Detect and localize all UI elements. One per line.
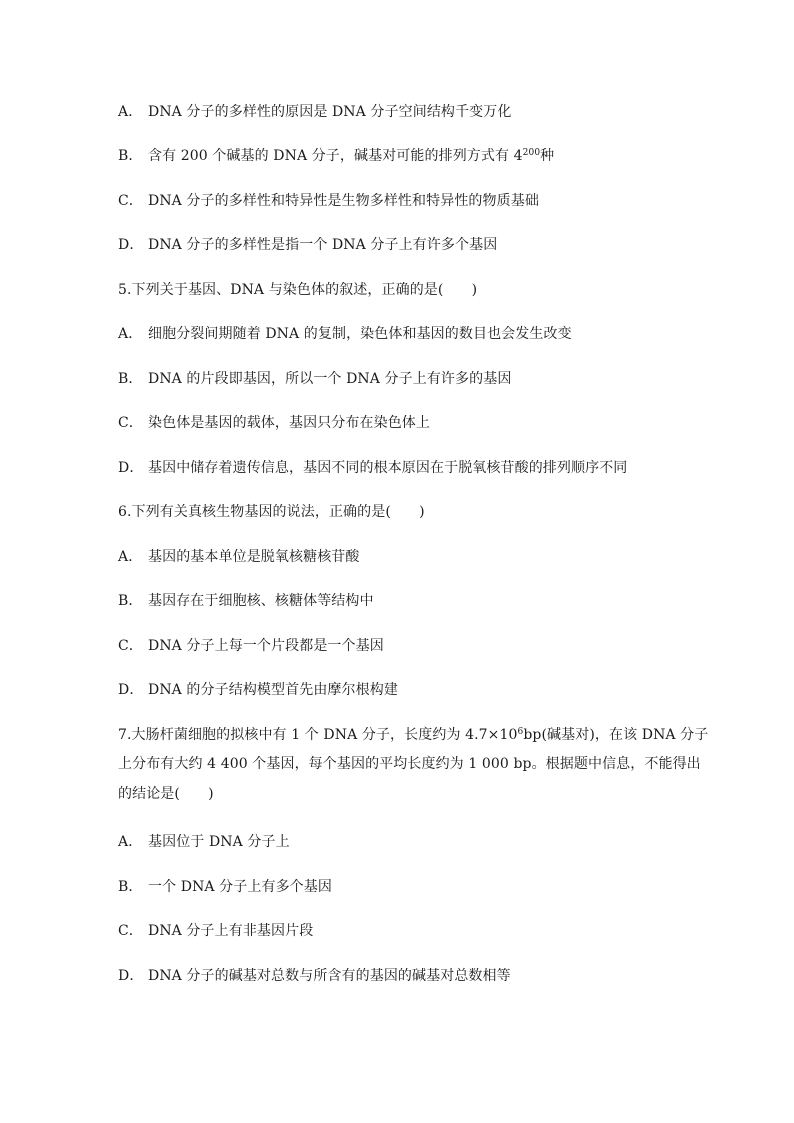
option-label: B． <box>118 879 143 895</box>
option-label: D． <box>118 460 144 476</box>
option-text: 含有 200 个碱基的 DNA 分子，碱基对可能的排列方式有 4 <box>148 148 523 164</box>
q5-option-a <box>118 324 572 344</box>
q6-option-b <box>118 591 374 611</box>
question-6-stem: 6.下列有关真核生物基因的说法，正确的是( ) <box>118 504 425 520</box>
option-label: A． <box>118 326 143 342</box>
prev-option-b <box>118 146 554 166</box>
option-label: C． <box>118 193 143 209</box>
q7-option-c <box>118 921 313 941</box>
q6-option-d <box>118 680 398 700</box>
superscript: 200 <box>522 148 541 158</box>
question-7-stem-line-3: 的结论是( ) <box>118 786 214 802</box>
q7-option-a <box>118 832 290 852</box>
option-label: B． <box>118 593 143 609</box>
option-label: A． <box>118 834 143 850</box>
question-7-stem-line-2: 上分布有大约 4 400 个基因，每个基因的平均长度约为 1 000 bp。根据题中信息，不能得出 <box>118 756 701 772</box>
option-text: DNA 分子的多样性和特异性是生物多样性和特异性的物质基础 <box>148 193 539 209</box>
q6-option-a <box>118 547 360 567</box>
option-text: 基因中储存着遗传信息，基因不同的根本原因在于脱氧核苷酸的排列顺序不同 <box>148 460 628 476</box>
option-label: A． <box>118 549 143 565</box>
option-text: DNA 分子的碱基对总数与所含有的基因的碱基对总数相等 <box>148 968 511 984</box>
option-text: 染色体是基因的载体，基因只分布在染色体上 <box>148 415 430 431</box>
option-text: DNA 分子上有非基因片段 <box>148 923 314 939</box>
question-7-stem-line-1 <box>118 725 708 745</box>
q7-option-d <box>118 966 511 986</box>
option-label: B． <box>118 148 143 164</box>
option-label: D． <box>118 968 144 984</box>
option-label: C． <box>118 415 143 431</box>
question-5-stem: 5.下列关于基因、DNA 与染色体的叙述，正确的是( ) <box>118 282 478 298</box>
option-text: DNA 的片段即基因，所以一个 DNA 分子上有许多的基因 <box>148 371 512 387</box>
option-label: D． <box>118 237 144 253</box>
q7-option-b <box>118 877 332 897</box>
option-label: C． <box>118 638 143 654</box>
option-text: 基因位于 DNA 分子上 <box>148 834 290 850</box>
q5-option-c <box>118 413 430 433</box>
option-text: DNA 分子的多样性是指一个 DNA 分子上有许多个基因 <box>148 237 498 253</box>
option-text: DNA 的分子结构模型首先由摩尔根构建 <box>148 682 398 698</box>
option-text: 基因的基本单位是脱氧核糖核苷酸 <box>148 549 360 565</box>
option-text-end: 种 <box>540 148 555 164</box>
stem-text-end: bp(碱基对)，在该 DNA 分子 <box>523 727 709 743</box>
option-text: 基因存在于细胞核、核糖体等结构中 <box>148 593 374 609</box>
option-label: B． <box>118 371 143 387</box>
prev-option-c <box>118 191 539 211</box>
option-label: A． <box>118 104 143 120</box>
q5-option-d <box>118 458 627 478</box>
q5-option-b <box>118 369 511 389</box>
option-label: D． <box>118 682 144 698</box>
prev-option-a <box>118 102 511 122</box>
stem-text: 7.大肠杆菌细胞的拟核中有 1 个 DNA 分子，长度约为 4.7×10 <box>118 727 518 743</box>
option-label: C． <box>118 923 143 939</box>
option-text: 一个 DNA 分子上有多个基因 <box>148 879 332 895</box>
prev-option-d <box>118 235 497 255</box>
q6-option-c <box>118 636 384 656</box>
option-text: DNA 分子的多样性的原因是 DNA 分子空间结构千变万化 <box>148 104 512 120</box>
option-text: DNA 分子上每一个片段都是一个基因 <box>148 638 384 654</box>
option-text: 细胞分裂间期随着 DNA 的复制，染色体和基因的数目也会发生改变 <box>148 326 572 342</box>
superscript: 6 <box>517 727 524 737</box>
